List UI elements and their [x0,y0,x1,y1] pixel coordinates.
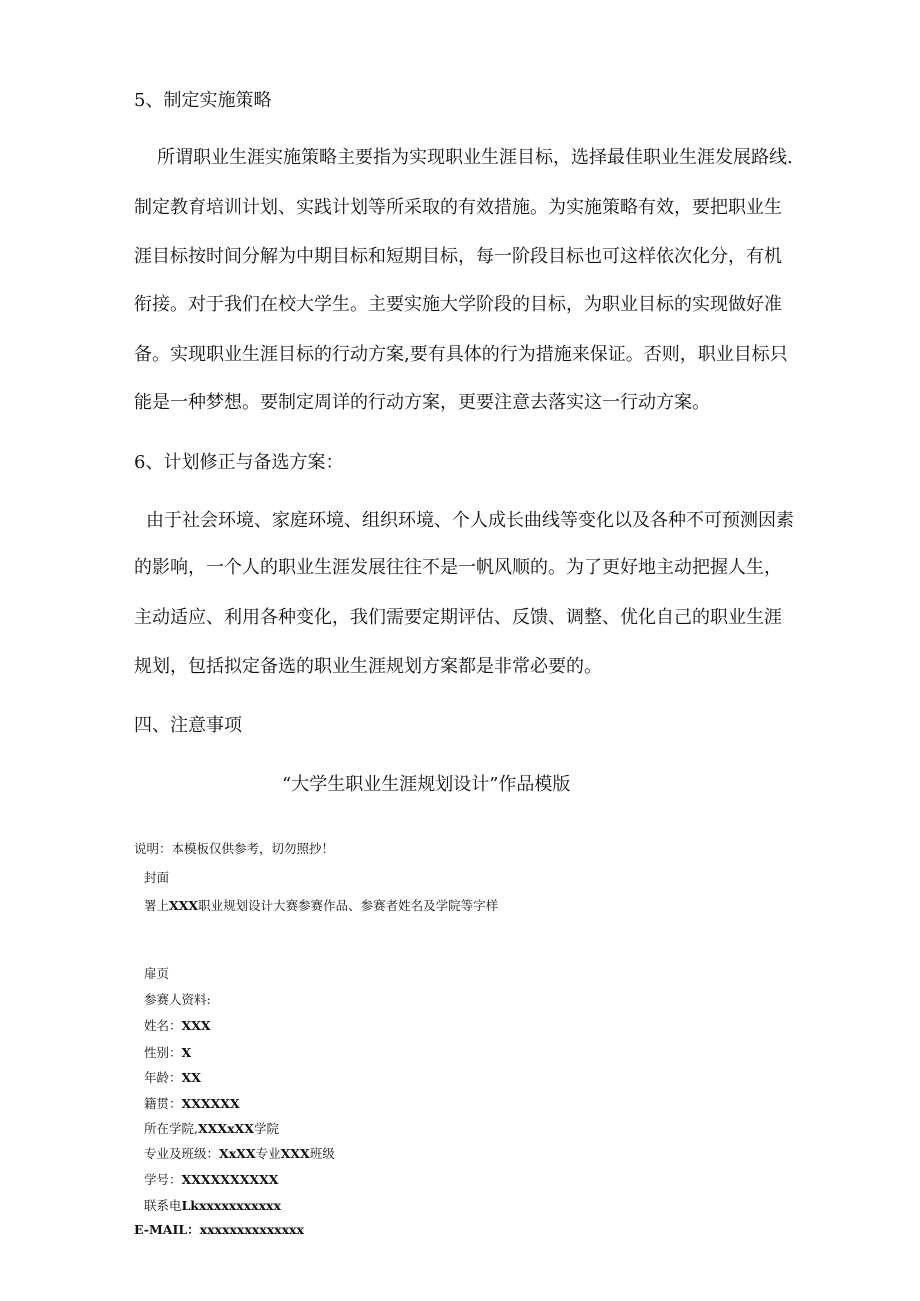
field-gender-value: X [181,1045,192,1060]
field-id-value: XXXXXXXXXX [181,1172,279,1187]
field-phone-value: Lkxxxxxxxxxxx [181,1198,281,1213]
field-class-mid: 专业 [255,1146,281,1161]
template-title: “大学生职业生涯规划设计”作品模版 [282,774,571,795]
field-class-suffix: 班级 [309,1146,335,1161]
section-6-line-4: 规划，包括拟定备选的职业生涯规划方案都是非常必要的。 [134,656,602,677]
field-origin-label: 籍贯： [144,1096,182,1111]
field-age-value: XX [181,1070,201,1085]
field-name-label: 姓名： [144,1018,182,1033]
field-gender [144,1043,191,1061]
field-class-v1: XxXX [219,1146,256,1161]
cover-description [144,896,498,914]
field-college-suffix: 学院 [253,1121,279,1136]
section-5-line-1: 所谓职业生涯实施策略主要指为实现职业生涯目标，选择最佳职业生涯发展路线. [157,147,793,168]
section-5-line-4: 衔接。对于我们在校大学生。主要实施大学阶段的目标，为职业目标的实现做好准 [134,294,782,315]
field-origin-value: XXXXXX [181,1096,240,1111]
section-6-line-1: 由于社会环境、家庭环境、组织环境、个人成长曲线等变化以及各种不可预测因素 [146,510,794,531]
field-class-label: 专业及班级： [144,1146,220,1161]
field-id-label: 学号： [144,1172,182,1187]
flyleaf-label: 扉页 [144,966,170,981]
template-note: 说明：本模板仅供参考，切勿照抄！ [134,841,335,856]
field-phone [144,1196,281,1214]
cover-pre: 署上 [144,898,170,913]
section-5-line-2: 制定教育培训计划、实践计划等所采取的有效措施。为实施策略有效，要把职业生 [134,197,782,218]
field-age-label: 年龄： [144,1070,182,1085]
section-6-heading: 6、计划修正与备选方案： [134,452,344,473]
field-class-v2: XXX [280,1146,310,1161]
field-gender-label: 性别： [144,1045,182,1060]
section-5-heading: 5、制定实施策略 [134,90,272,111]
cover-post: 职业规划设计大赛参赛作品、参赛者姓名及学院等字样 [198,898,499,913]
section-5-line-5: 备。实现职业生涯目标的行动方案,要有具体的行为措施来保证。否则，职业目标只 [134,344,788,365]
section-four-heading: 四、注意事项 [134,715,242,736]
participant-info-label: 参赛人资料: [144,992,211,1007]
field-name [144,1016,211,1034]
field-phone-label: 联系电 [144,1198,182,1213]
section-6-line-2: 的影响，一个人的职业生涯发展往往不是一帆风顺的。为了更好地主动把握人生， [134,557,782,578]
section-5-line-3: 涯目标按时间分解为中期目标和短期目标，每一阶段目标也可这样依次化分，有机 [134,246,782,267]
section-5-line-6: 能是一种梦想。要制定周详的行动方案，更要注意去落实这一行动方案。 [134,392,710,413]
field-email-label: E-MAIL： [134,1222,200,1237]
field-email [134,1220,304,1238]
field-college-value: XXXxXX [197,1121,254,1136]
field-class [144,1144,335,1162]
field-email-value: xxxxxxxxxxxxxx [199,1222,304,1237]
field-college-label: 所在学院, [144,1121,198,1136]
cover-label: 封面 [144,870,170,885]
cover-bold: XXX [169,898,199,913]
field-origin [144,1094,240,1112]
field-name-value: XXX [181,1018,211,1033]
section-6-line-3: 主动适应、利用各种变化，我们需要定期评估、反馈、调整、优化自己的职业生涯 [134,607,782,628]
field-age [144,1068,201,1086]
field-college [144,1119,279,1137]
field-id [144,1170,279,1188]
